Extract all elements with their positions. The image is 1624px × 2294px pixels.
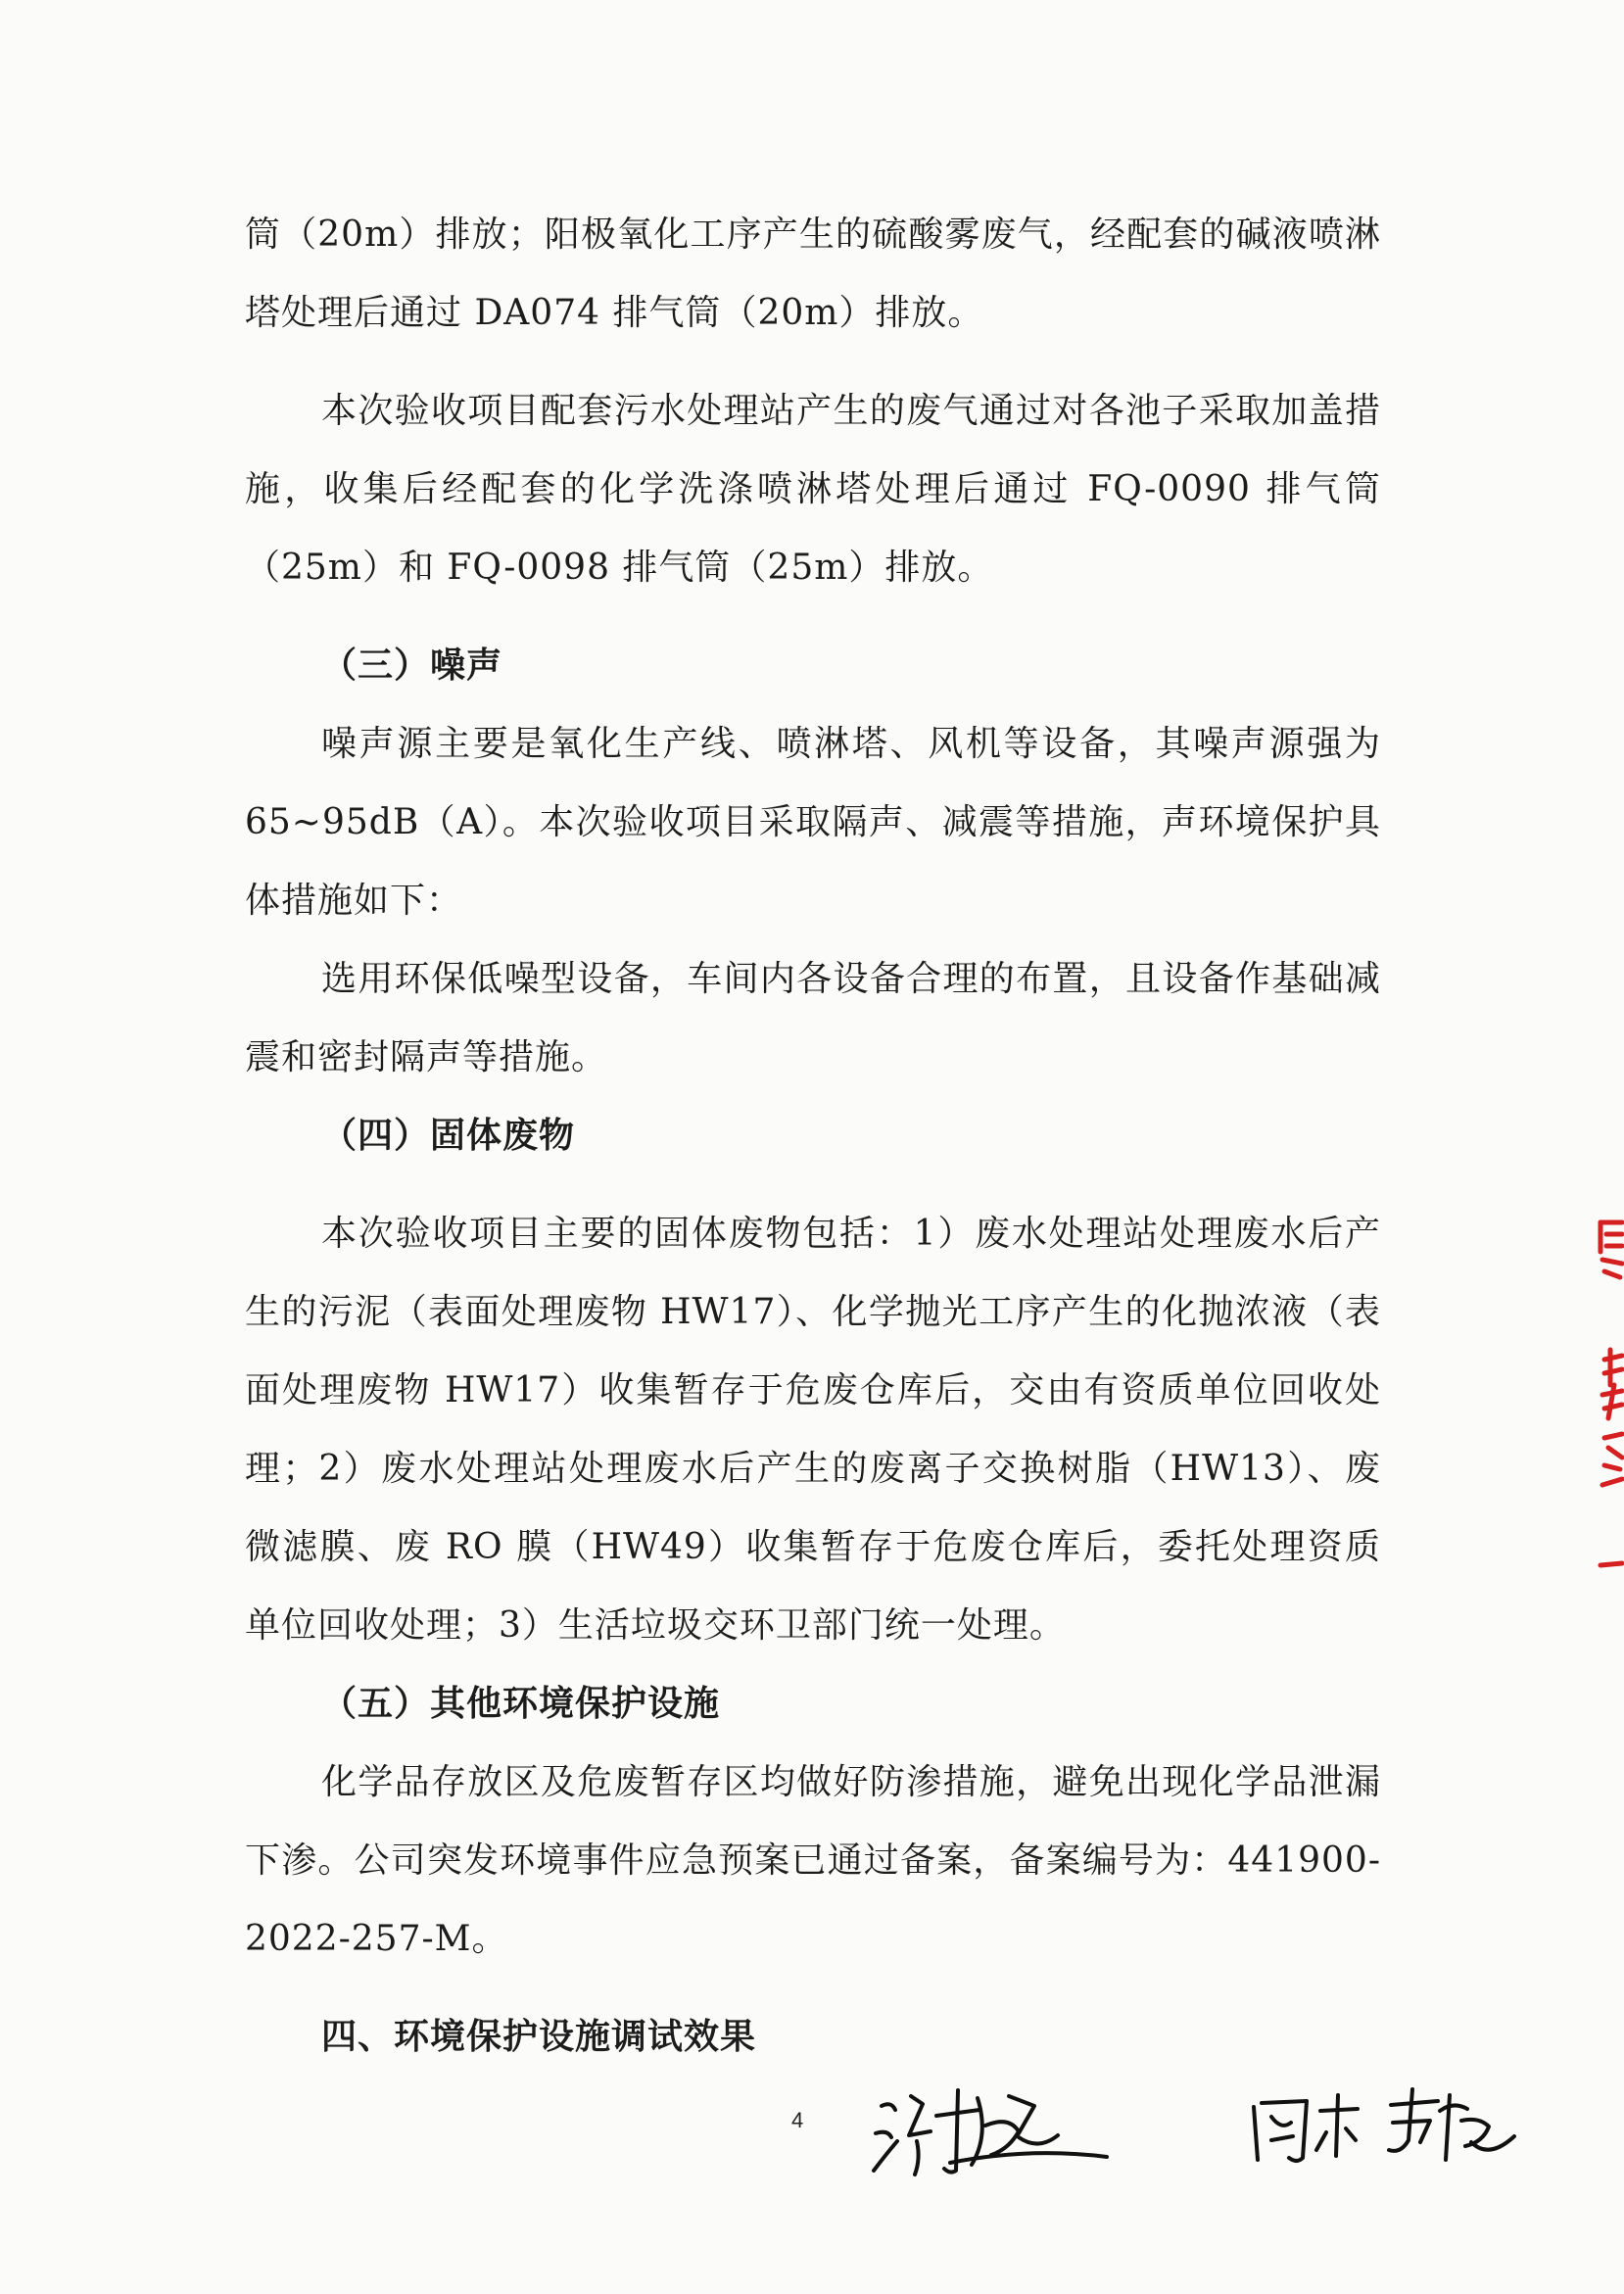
signature-2 <box>1244 2081 1528 2179</box>
document-body <box>245 196 1381 2077</box>
heading-other-facilities: （五）其他环境保护设施 <box>321 1684 721 1724</box>
paragraph-noise-sources: 噪声源主要是氧化生产线、喷淋塔、风机等设备，其噪声源强为65~95dB（A）。本次验收项目采取隔声、减震等措施，声环境保护具体措施如下： <box>245 724 1381 921</box>
paragraph-solid-waste: 本次验收项目主要的固体废物包括：1）废水处理站处理废水后产生的污泥（表面处理废物 HW17）、化学抛光工序产生的化抛浓液（表面处理废物 HW17）收集暂存于危废仓库后，交由有资质单位回收处理；2）废水处理站处理废水后产生的废离子交换树脂（HW13）、废微滤膜、废 RO 膜（HW49）收集暂存于危废仓库后，委托处理资质单位回收处理；3）生活垃圾交环卫部门统一处理。 <box>245 1214 1381 1646</box>
heading-solid-waste: （四）固体废物 <box>321 1116 576 1156</box>
paragraph-wastewater-station-exhaust: 本次验收项目配套污水处理站产生的废气通过对各池子采取加盖措施，收集后经配套的化学洗涤喷淋塔处理后通过 FQ-0090 排气筒（25m）和 FQ-0098 排气筒（25m）排放。 <box>245 391 1381 588</box>
page-number: 4 <box>791 2108 804 2132</box>
paragraph-noise-measures: 选用环保低噪型设备，车间内各设备合理的布置，且设备作基础减震和密封隔声等措施。 <box>245 959 1381 1077</box>
seal-stamp-partial <box>1595 1213 1624 1585</box>
heading-noise: （三）噪声 <box>321 645 503 686</box>
paragraph-other-facilities: 化学品存放区及危废暂存区均做好防渗措施，避免出现化学品泄漏下渗。公司突发环境事件应急预案已通过备案，备案编号为：441900-2022-257-M。 <box>245 1762 1381 1959</box>
paragraph-exhaust-anodizing: 筒（20m）排放；阳极氧化工序产生的硫酸雾废气，经配套的碱液喷淋塔处理后通过 DA074 排气筒（20m）排放。 <box>245 215 1381 333</box>
signature-1 <box>862 2077 1117 2184</box>
heading-section-four: 四、环境保护设施调试效果 <box>321 2017 757 2057</box>
